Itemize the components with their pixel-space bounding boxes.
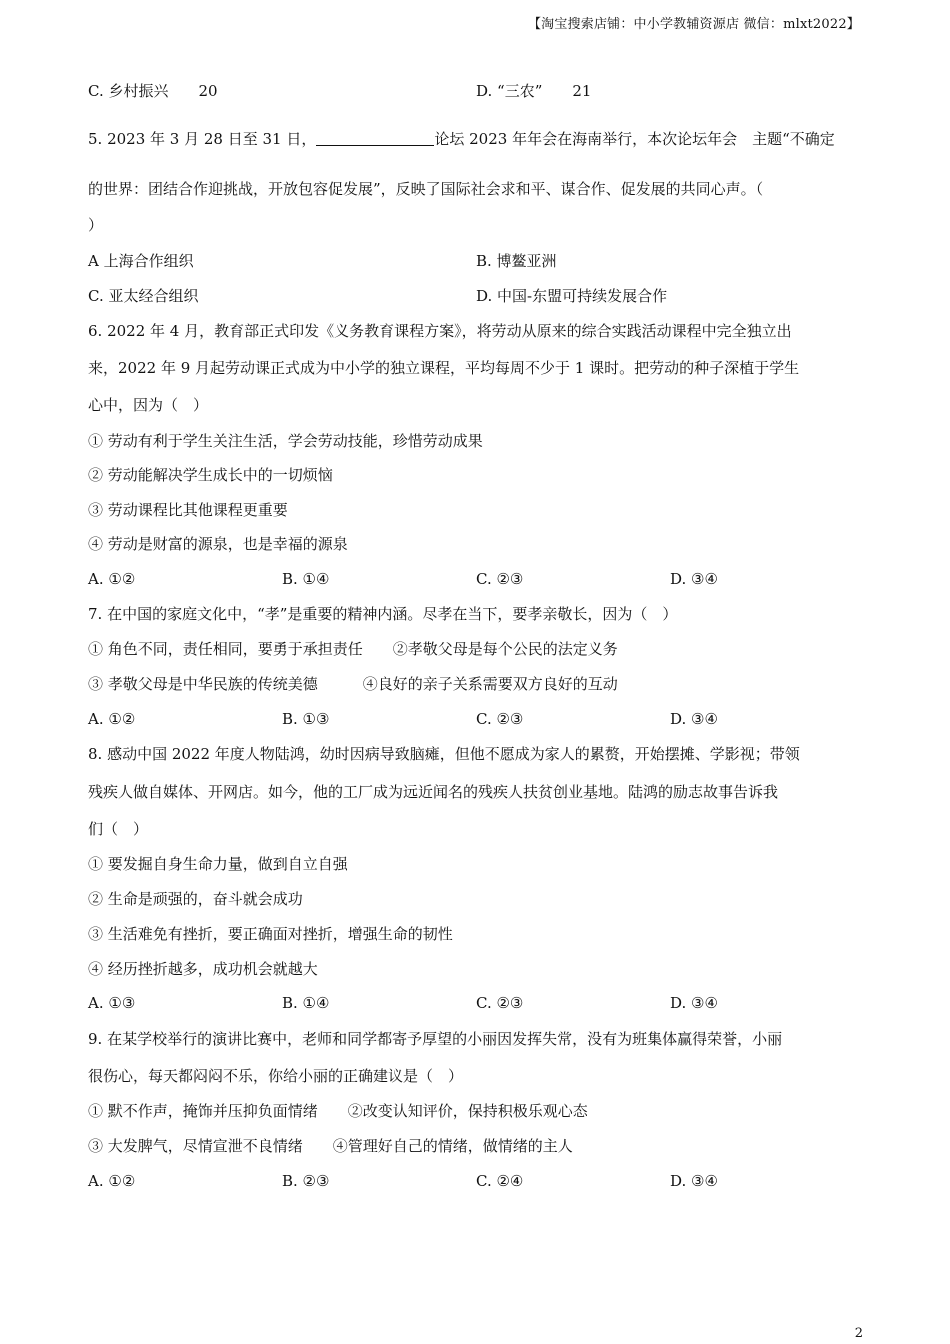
q7-option-c: C. ②③	[476, 710, 524, 728]
q9-option-c: C. ②④	[476, 1172, 524, 1190]
q5-stem-line1	[88, 128, 835, 150]
q8-stem-line1: 8. 感动中国 2022 年度人物陆鸿，幼时因病导致脑瘫，但他不愿成为家人的累赘，开始摆摊、学影视；带领	[88, 745, 800, 763]
q7-stem-line1: 7. 在中国的家庭文化中，“孝”是重要的精神内涵。尽孝在当下，要孝亲敬长，因为（ ）	[88, 605, 678, 623]
q6-option-b: B. ①④	[282, 570, 330, 588]
q7-option-b: B. ①③	[282, 710, 330, 728]
q9-option-a: A. ①②	[88, 1172, 136, 1190]
q9-statements-1-2: ① 默不作声，掩饰并压抑负面情绪 ②改变认知评价，保持积极乐观心态	[88, 1102, 588, 1120]
q6-statement-4: ④ 劳动是财富的源泉，也是幸福的源泉	[88, 535, 348, 553]
q9-stem-line1: 9. 在某学校举行的演讲比赛中，老师和同学都寄予厚望的小丽因发挥失常，没有为班集体赢得荣誉，小丽	[88, 1030, 783, 1048]
q6-statement-2: ② 劳动能解决学生成长中的一切烦恼	[88, 466, 333, 484]
q6-stem-line3: 心中，因为（ ）	[88, 396, 209, 414]
q9-statements-3-4: ③ 大发脾气，尽情宣泄不良情绪 ④管理好自己的情绪，做情绪的主人	[88, 1137, 573, 1155]
q8-statement-3: ③ 生活难免有挫折，要正确面对挫折，增强生命的韧性	[88, 925, 453, 943]
q5-option-a: A 上海合作组织	[88, 252, 194, 270]
page-header: 【淘宝搜索店铺：中小学教辅资源店 微信：mlxt2022】	[527, 17, 860, 32]
q7-statements-1-2: ① 角色不同，责任相同，要勇于承担责任 ②孝敬父母是每个公民的法定义务	[88, 640, 618, 658]
q8-stem-line2: 残疾人做自媒体、开网店。如今，他的工厂成为远近闻名的残疾人扶贫创业基地。陆鸿的励志故事告诉我	[88, 783, 779, 801]
q6-statement-1: ① 劳动有利于学生关注生活，学会劳动技能，珍惜劳动成果	[88, 432, 483, 450]
q8-option-d: D. ③④	[670, 994, 718, 1012]
q6-option-a: A. ①②	[88, 570, 136, 588]
q9-option-d: D. ③④	[670, 1172, 718, 1190]
q7-option-a: A. ①②	[88, 710, 136, 728]
q5-option-c: C. 亚太经合组织	[88, 287, 199, 305]
q6-stem-line2: 来，2022 年 9 月起劳动课正式成为中小学的独立课程，平均每周不少于 1 课时。把劳动的种子深植于学生	[88, 359, 800, 377]
q8-statement-2: ② 生命是顽强的，奋斗就会成功	[88, 890, 303, 908]
q7-option-d: D. ③④	[670, 710, 718, 728]
q8-option-a: A. ①③	[88, 994, 136, 1012]
q4-option-c: C. 乡村振兴 20	[88, 82, 218, 100]
q8-option-b: B. ①④	[282, 994, 330, 1012]
q5-stem-line2: 的世界：团结合作迎挑战，开放包容促发展”，反映了国际社会求和平、谋合作、促发展的共同心声。（	[88, 180, 764, 198]
q9-stem-line2: 很伤心，每天都闷闷不乐，你给小丽的正确建议是（ ）	[88, 1067, 464, 1085]
q8-option-c: C. ②③	[476, 994, 524, 1012]
q6-option-d: D. ③④	[670, 570, 718, 588]
q5-option-b: B. 博鳌亚洲	[476, 252, 557, 270]
q8-stem-line3: 们（ ）	[88, 820, 149, 838]
q6-stem-line1: 6. 2022 年 4 月，教育部正式印发《义务教育课程方案》，将劳动从原来的综合实践活动课程中完全独立出	[88, 322, 792, 340]
q5-suffix: 论坛 2023 年年会在海南举行，本次论坛年会 主题“不确定	[434, 130, 835, 148]
page-number: 2	[854, 1326, 863, 1341]
q5-blank	[316, 129, 434, 146]
q5-prefix: 5. 2023 年 3 月 28 日至 31 日，	[88, 130, 317, 148]
q8-statement-4: ④ 经历挫折越多，成功机会就越大	[88, 960, 318, 978]
q8-statement-1: ① 要发掘自身生命力量，做到自立自强	[88, 855, 348, 873]
q7-statements-3-4: ③ 孝敬父母是中华民族的传统美德 ④良好的亲子关系需要双方良好的互动	[88, 675, 618, 693]
q5-option-d: D. 中国-东盟可持续发展合作	[476, 287, 668, 305]
q6-statement-3: ③ 劳动课程比其他课程更重要	[88, 501, 288, 519]
q5-stem-line3: ）	[88, 216, 104, 234]
q9-option-b: B. ②③	[282, 1172, 330, 1190]
q4-option-d: D. “三农” 21	[476, 82, 592, 100]
q6-option-c: C. ②③	[476, 570, 524, 588]
